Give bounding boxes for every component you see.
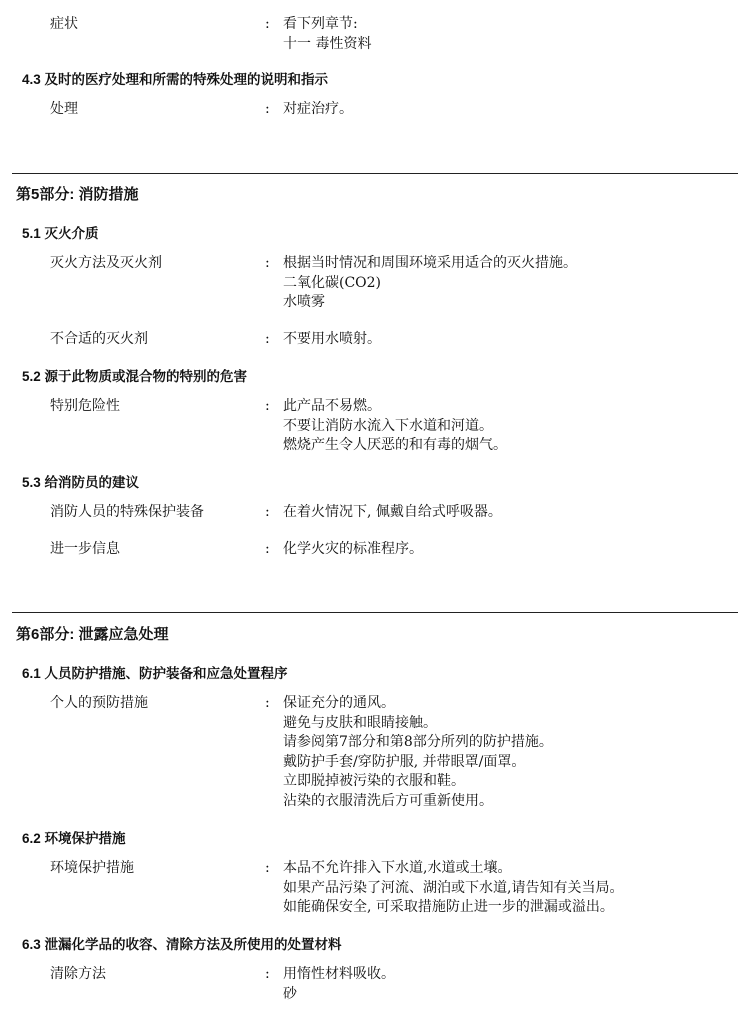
row-value-line: 看下列章节: — [283, 16, 358, 32]
row-label-environmental-precautions: 环境保护措施 — [50, 860, 134, 876]
row-colon: : — [265, 398, 270, 414]
row-value-line: 如果产品污染了河流、湖泊或下水道,请告知有关当局。 — [283, 880, 624, 896]
row-colon: : — [265, 101, 270, 117]
row-colon: : — [265, 695, 270, 711]
row-label-unsuitable-media: 不合适的灭火剂 — [50, 331, 148, 347]
row-colon: : — [265, 504, 270, 520]
row-label-protective-equipment: 消防人员的特殊保护装备 — [50, 504, 204, 520]
row-colon: : — [265, 541, 270, 557]
row-value-line: 此产品不易燃。 — [283, 398, 381, 414]
row-label-treatment: 处理 — [50, 101, 78, 117]
row-label-special-hazards: 特别危险性 — [50, 398, 120, 414]
row-label-cleanup-methods: 清除方法 — [50, 966, 106, 982]
row-colon: : — [265, 16, 270, 32]
row-colon: : — [265, 331, 270, 347]
row-value-line: 保证充分的通风。 — [283, 695, 395, 711]
row-colon: : — [265, 255, 270, 271]
row-label-further-info: 进一步信息 — [50, 541, 120, 557]
subsection-heading-5-1: 5.1 灭火介质 — [22, 226, 99, 241]
row-value-line: 十一 毒性资料 — [283, 36, 372, 52]
row-value-line: 不要让消防水流入下水道和河道。 — [283, 418, 493, 434]
row-colon: : — [265, 966, 270, 982]
subsection-heading-4-3: 4.3 及时的医疗处理和所需的特殊处理的说明和指示 — [22, 72, 329, 87]
row-value-line: 请参阅第7部分和第8部分所列的防护措施。 — [283, 734, 553, 750]
row-value-line: 燃烧产生令人厌恶的和有毒的烟气。 — [283, 437, 507, 453]
row-value-line: 避免与皮肤和眼睛接触。 — [283, 715, 437, 731]
subsection-heading-6-3: 6.3 泄漏化学品的收容、清除方法及所使用的处置材料 — [22, 937, 342, 952]
row-value-line: 在着火情况下, 佩戴自给式呼吸器。 — [283, 504, 502, 520]
row-value-line: 化学火灾的标准程序。 — [283, 541, 423, 557]
row-value-line: 立即脱掉被污染的衣服和鞋。 — [283, 773, 465, 789]
row-value-line: 戴防护手套/穿防护服, 并带眼罩/面罩。 — [283, 754, 526, 770]
subsection-heading-6-1: 6.1 人员防护措施、防护装备和应急处置程序 — [22, 666, 288, 681]
row-value-line: 本品不允许排入下水道,水道或土壤。 — [283, 860, 512, 876]
row-value-line: 二氧化碳(CO2) — [283, 275, 382, 291]
row-value-line: 对症治疗。 — [283, 101, 353, 117]
row-value-line: 不要用水喷射。 — [283, 331, 381, 347]
subsection-heading-6-2: 6.2 环境保护措施 — [22, 831, 126, 846]
subsection-heading-5-2: 5.2 源于此物质或混合物的特别的危害 — [22, 369, 248, 384]
row-value-line: 沾染的衣服清洗后方可重新使用。 — [283, 793, 493, 809]
row-value-line: 根据当时情况和周围环境采用适合的灭火措施。 — [283, 255, 577, 271]
subsection-heading-5-3: 5.3 给消防员的建议 — [22, 475, 140, 490]
section-divider — [12, 173, 738, 174]
row-label-symptoms: 症状 — [50, 16, 78, 32]
row-value-line: 用惰性材料吸收。 — [283, 966, 395, 982]
section-title-6: 第6部分: 泄露应急处理 — [16, 626, 169, 643]
row-value-line: 如能确保安全, 可采取措施防止进一步的泄漏或溢出。 — [283, 899, 614, 915]
row-colon: : — [265, 860, 270, 876]
row-label-extinguishing-media: 灭火方法及灭火剂 — [50, 255, 162, 271]
section-title-5: 第5部分: 消防措施 — [16, 186, 139, 203]
section-divider — [12, 612, 738, 613]
row-value-line: 水喷雾 — [283, 294, 325, 310]
row-label-personal-precautions: 个人的预防措施 — [50, 695, 148, 711]
row-value-line: 砂 — [283, 986, 297, 1002]
